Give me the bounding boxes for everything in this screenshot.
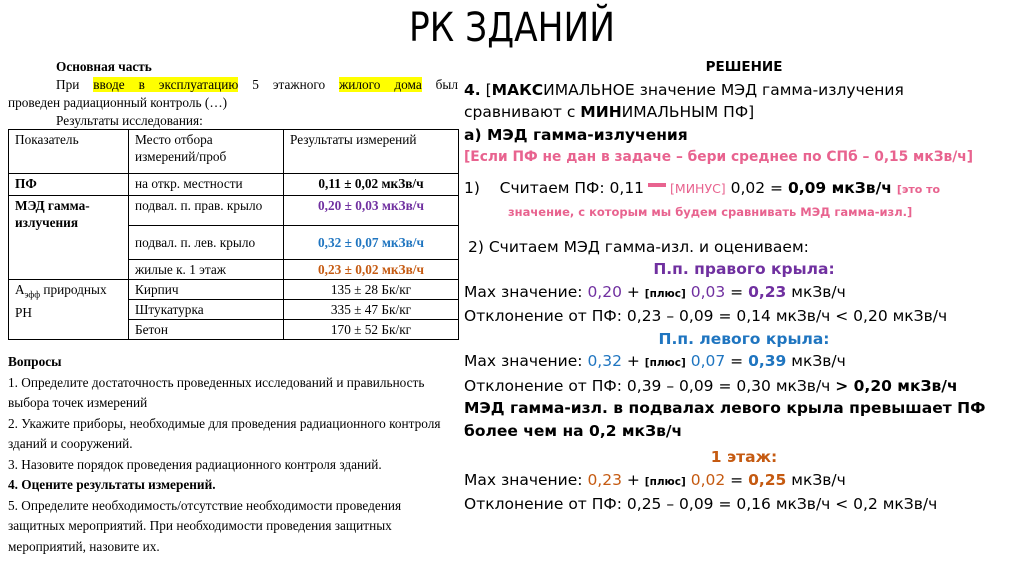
right-wing-max: Max значение: 0,20 + [плюс] 0,03 = 0,23 мкЗв/ч [464,282,846,301]
floor1-heading: 1 этаж: [710,448,778,466]
med-value-3: 0,23 ± 0,02 мкЗв/ч [284,260,459,280]
med-place-1: подвал. п. прав. крыло [129,196,284,226]
left-wing-heading: П.п. левого крыла: [658,329,830,348]
table-row-med-1 [9,196,459,226]
results-table [8,129,459,340]
task-text: сравнивают с [464,103,581,121]
deviation-exceeds: > 0,20 мкЗв/ч [835,376,958,395]
floor1-max: Max значение: 0,23 + [плюс] 0,02 = 0,25 мкЗв/ч [464,470,846,489]
table-header-row [9,130,459,174]
value-a: 0,20 [587,282,622,301]
pf-value: 0,11 ± 0,02 мкЗв/ч [284,174,459,196]
aeff-place-1: Кирпич [129,280,284,300]
step-1-note: [это то [896,182,941,196]
task-line-2 [464,101,1024,124]
questions-heading: Вопросы [8,354,62,369]
questions-section [8,352,458,557]
table-row-pf [9,174,459,196]
minus-icon [648,183,666,187]
question-2: 2. Укажите приборы, необходимые для проведения радиационного контроля зданий и сооружений. [8,415,441,451]
intro-text: При [56,77,94,92]
task-text: [ [480,80,492,99]
value-a: 0,32 [587,352,622,370]
pf-place: на откр. местности [129,174,284,196]
pf-indicator: ПФ [9,174,129,196]
question-1: 1. Определите достаточность проведенных исследований и правильность выбора точек измерений [8,374,425,410]
header-indicator: Показатель [9,130,129,174]
subsection-a: а) МЭД гамма-излучения [464,125,688,144]
unit: мкЗв/ч [791,352,846,370]
aeff-symbol: А [15,282,25,297]
plus-label: [плюс] [644,357,686,369]
right-wing-deviation: Отклонение от ПФ: 0,23 – 0,09 = 0,14 мкЗв/ч < 0,20 мкЗв/ч [464,307,948,325]
max-label: Max значение: [464,282,588,301]
left-wing-deviation [464,375,1024,398]
aeff-value-1: 135 ± 28 Бк/кг [284,280,459,300]
task-number: 4. [464,80,481,99]
unit: мкЗв/ч [791,470,846,489]
question-3: 3. Назовите порядок проведения радиационного контроля зданий. [8,456,382,472]
aeff-place-3: Бетон [129,320,284,340]
med-indicator: МЭД гамма-излучения [9,196,129,280]
value-sum: 0,23 [748,282,787,301]
aeff-place-2: Штукатурка [129,300,284,320]
step-1-text: 0,02 = [725,178,788,197]
question-4: 4. Оцените результаты измерений. [8,477,216,492]
slide-title: РК ЗДАНИЙ [409,5,615,51]
pf-result: 0,09 мкЗв/ч [787,178,892,197]
solution-panel [464,56,1024,516]
left-wing-max: Max значение: 0,32 + [плюс] 0,07 = 0,39 мкЗв/ч [464,352,846,370]
med-place-2: подвал. п. лев. крыло [129,226,284,260]
solution-heading: РЕШЕНИЕ [705,59,783,75]
step-1 [464,177,1024,202]
plus-label: [плюс] [644,475,686,488]
aeff-label: природных РН [15,282,107,320]
spb-note: [Если ПФ не дан в задаче – бери среднее по СПб – 0,15 мкЗв/ч] [464,149,974,165]
step-2: 2) Считаем МЭД гамма-изл. и оцениваем: [468,237,809,256]
floor1-deviation: Отклонение от ПФ: 0,25 – 0,09 = 0,16 мкЗв/ч < 0,2 мкЗв/ч [464,495,938,513]
minus-label: [МИНУС] [670,180,726,196]
question-5: 5. Определите необходимость/отсутствие необходимости проведения защитных мероприятий. При необходимости проведения защитных мероприятий, назовите их. [8,497,402,554]
max-label: Max значение: [464,352,588,370]
med-place-3: жилые к. 1 этаж [129,260,284,280]
results-label: Результаты исследования: [56,113,203,128]
header-results: Результаты измерений [284,130,459,174]
value-sum: 0,25 [748,470,787,489]
max-label: Max значение: [464,470,588,489]
value-b: 0,03 [690,282,726,301]
right-wing-heading: П.п. правого крыла: [653,260,835,278]
task-min: МИН [580,103,622,121]
aeff-value-2: 335 ± 47 Бк/кг [284,300,459,320]
aeff-subscript: эфф [24,289,41,300]
deviation-text: Отклонение от ПФ: 0,39 – 0,09 = 0,30 мкЗв/ч [464,376,836,395]
aeff-value-3: 170 ± 52 Бк/кг [284,320,459,340]
med-value-1: 0,20 ± 0,03 мкЗв/ч [284,196,459,226]
step-1-note-cont: значение, с которым мы будем сравнивать МЭД гамма-изл.] [508,205,913,219]
intro-line-2: проведен радиационный контроль (…) [8,95,228,110]
left-wing-conclusion-2: более чем на 0,2 мкЗв/ч [464,421,683,440]
value-b: 0,02 [690,470,726,489]
header-place: Место отбора измерений/проб [129,130,284,174]
highlight-residential: жилого дома [339,77,422,92]
value-sum: 0,39 [748,352,787,370]
task-maks: МАКС [491,80,544,99]
intro-line-1 [8,76,458,94]
aeff-indicator [9,280,129,340]
task-document [8,58,458,130]
unit: мкЗв/ч [791,282,846,301]
med-value-2: 0,32 ± 0,07 мкЗв/ч [284,226,459,260]
task-line-1 [464,79,1024,102]
task-text: ИМАЛЬНЫМ ПФ] [621,103,755,121]
step-1-number: 1) [464,178,480,197]
intro-text: 5 этажного [238,77,340,92]
intro-text: был [421,77,458,92]
task-text: ИМАЛЬНОЕ значение МЭД гамма-излучения [543,80,904,99]
plus-label: [плюс] [644,287,686,300]
value-b: 0,07 [690,352,726,370]
table-row-aeff-1 [9,280,459,300]
left-wing-conclusion-1: МЭД гамма-изл. в подвалах левого крыла превышает ПФ [464,399,986,417]
step-1-text: Считаем ПФ: 0,11 [499,178,645,197]
section-heading: Основная часть [56,59,152,74]
value-a: 0,23 [587,470,622,489]
highlight-commissioning: вводе в эксплуатацию [93,77,239,92]
